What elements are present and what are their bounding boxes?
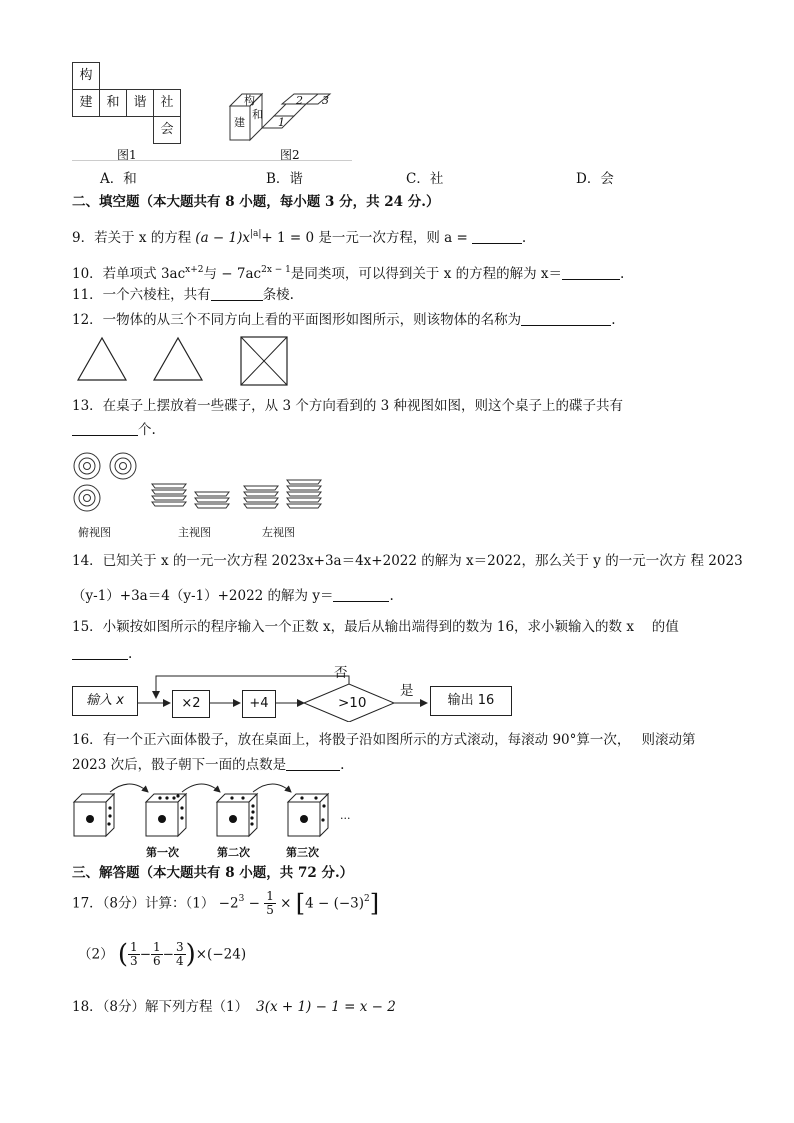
q16-end: .: [340, 757, 345, 773]
q15-answer-blank[interactable]: [72, 647, 128, 660]
q13-text-b: 个.: [138, 422, 156, 438]
q17-f4-num: 3: [175, 940, 184, 954]
q10-text-b: 与 − 7ac: [203, 266, 262, 282]
q17-bracket-exp: 2: [364, 894, 370, 904]
q10-exponent-1: x+2: [185, 265, 204, 275]
flow-condition: >10: [338, 695, 367, 711]
dice-label-2: 第二次: [217, 846, 250, 859]
flow-yes-label: 是: [400, 683, 414, 699]
question-9: [72, 225, 526, 247]
q17-bracket-open: [: [295, 889, 306, 918]
fig2-cell-1: 1: [278, 116, 285, 129]
option-d: D．会: [576, 171, 614, 187]
q17-bracket-content: 4 − (−3): [305, 895, 365, 912]
q18-label: 18．（8分）解下列方程（1）: [72, 999, 249, 1015]
dice-ellipsis: ···: [340, 812, 351, 825]
q17-paren-close: ): [185, 939, 196, 970]
q17-paren-open: (: [117, 939, 129, 970]
dice-label-3: 第三次: [286, 846, 319, 859]
fig1-cell-she: 社: [153, 89, 181, 117]
q17-minus: −: [248, 895, 260, 912]
q12-end: .: [611, 312, 616, 328]
question-11: [72, 286, 294, 304]
dice-label-1: 第一次: [146, 846, 179, 859]
fig1-cell-gou: 构: [72, 62, 100, 90]
option-a: A．和: [100, 171, 137, 187]
q12-views: [74, 334, 304, 390]
q13-answer-blank[interactable]: [72, 423, 138, 436]
q17-f1-den: 5: [266, 903, 274, 917]
q17-times: ×: [280, 895, 292, 912]
q17-f2-den: 3: [130, 954, 138, 968]
q18-equation: 3(x + 1) − 1 = x − 2: [256, 999, 396, 1015]
question-13-line1: 13．在桌子上摆放着一些碟子，从 3 个方向看到的 3 种视图如图，则这个桌子上的碟子共有: [72, 398, 624, 414]
q11-text-b: 条棱.: [262, 287, 294, 303]
fig2-cell-he: 和: [252, 108, 263, 121]
q9-answer-blank[interactable]: [472, 231, 522, 244]
q16-text-a: 2023 次后，骰子朝下一面的点数是: [72, 757, 287, 773]
q17-minus-1: −: [139, 946, 151, 963]
fig2-cell-jian: 建: [234, 116, 245, 129]
q17-bracket-close: ]: [369, 889, 380, 918]
q9-exponent: |a|: [249, 229, 262, 239]
label-front-view: 主视图: [178, 526, 211, 539]
q16-answer-blank[interactable]: [286, 758, 340, 771]
q17-minus-2: −: [162, 946, 174, 963]
question-13-line2: [72, 421, 156, 439]
q17-f2-num: 1: [130, 940, 138, 954]
q10-answer-blank[interactable]: [562, 267, 620, 280]
question-15-line1: 15．小颖按如图所示的程序输入一个正数 x，最后从输出端得到的数为 16，求小颖输入的数 x 的值: [72, 619, 679, 635]
q9-text-a: 9．若关于 x 的方程: [72, 230, 192, 246]
option-b: B．谐: [266, 171, 303, 187]
q17-f4-den: 4: [175, 954, 184, 968]
q17-tail: ×(−24): [195, 946, 247, 963]
question-14-line1: 14．已知关于 x 的一元一次方程 2023x+3a＝4x+2022 的解为 x＝2022，那么关于 y 的一元一次方 程 2023: [72, 553, 743, 569]
option-c: C．社: [406, 171, 444, 187]
fig1-label: 图1: [117, 148, 137, 162]
q10-text-a: 10．若单项式 3ac: [72, 266, 186, 282]
triangle-view-1: [78, 338, 126, 380]
triangle-view-2: [154, 338, 202, 380]
flow-input-box: 输入 x: [72, 686, 138, 716]
section-2-title: 二、填空题（本大题共有 8 小题，每小题 3 分，共 24 分.）: [72, 194, 440, 210]
question-15-line2: [72, 645, 132, 663]
label-top-view: 俯视图: [78, 526, 111, 539]
q9-text-c: + 1 = 0 是一元一次方程，则 a =: [261, 230, 468, 246]
flow-add-box: +4: [242, 690, 276, 718]
fig1-cell-he: 和: [99, 89, 127, 117]
q17-fraction-4: [174, 941, 186, 968]
question-16-line1: 16．有一个正六面体骰子，放在桌面上，将骰子沿如图所示的方式滚动，每滚动 90°算一次， 则滚动第: [72, 732, 696, 748]
q17-term1: −2: [218, 895, 239, 912]
q11-text-a: 11．一个六棱柱，共有: [72, 287, 211, 303]
fig2-cell-2: 2: [296, 94, 303, 107]
q9-end: .: [521, 230, 527, 246]
question-14-line2: [72, 587, 394, 605]
q17-f3-num: 1: [153, 940, 161, 954]
section-3-title: 三、解答题（本大题共有 8 小题，共 72 分.）: [72, 865, 354, 881]
q14-text-a: （y-1）+3a＝4（y-1）+2022 的解为 y＝: [72, 588, 334, 604]
flow-multiply-box: ×2: [172, 690, 210, 718]
question-17-part2: [78, 941, 246, 975]
fig2-label: 图2: [280, 148, 300, 162]
figure-baseline: [72, 160, 352, 161]
question-16-line2: [72, 756, 344, 774]
figure-2: [222, 80, 357, 164]
q12-text-a: 12．一物体的从三个不同方向上看的平面图形如图所示，则该物体的名称为: [72, 312, 522, 328]
label-left-view: 左视图: [262, 526, 295, 539]
q17-fraction-3: [151, 941, 163, 968]
q14-end: .: [389, 588, 394, 604]
question-17-part1: [72, 890, 379, 924]
q17-f3-den: 6: [153, 954, 161, 968]
flow-output-box: 输出 16: [430, 686, 512, 716]
q17-label: 17．（8分）计算：（1）: [72, 895, 215, 912]
question-12: [72, 311, 615, 329]
q17-term1-exp: 3: [238, 894, 245, 904]
q17-part2-label: （2）: [78, 946, 114, 963]
q17-fraction-2: [128, 941, 140, 968]
q15-end: .: [128, 646, 133, 662]
q10-exponent-2: 2x − 1: [261, 265, 291, 275]
q12-answer-blank[interactable]: [521, 313, 611, 326]
question-18: [72, 998, 396, 1016]
fig1-cell-hui: 会: [153, 116, 181, 144]
q14-answer-blank[interactable]: [333, 589, 389, 602]
q17-f1-num: 1: [266, 889, 274, 903]
fig1-cell-jian: 建: [72, 89, 100, 117]
q17-fraction-1: [264, 890, 276, 917]
flow-no-label: 否: [334, 665, 348, 681]
q13-plate-views: [72, 452, 342, 518]
fig2-cell-3: 3: [322, 94, 329, 107]
q10-end: .: [620, 266, 625, 282]
dice-rolling-figure: [72, 778, 362, 842]
question-10: [72, 261, 624, 283]
q11-answer-blank[interactable]: [211, 288, 263, 301]
q9-expr: (a − 1)x: [195, 230, 250, 246]
fig1-cell-xie: 谐: [126, 89, 154, 117]
fig2-cell-gou: 构: [244, 94, 255, 107]
q10-text-c: 是同类项，可以得到关于 x 的方程的解为 x＝: [290, 266, 563, 282]
